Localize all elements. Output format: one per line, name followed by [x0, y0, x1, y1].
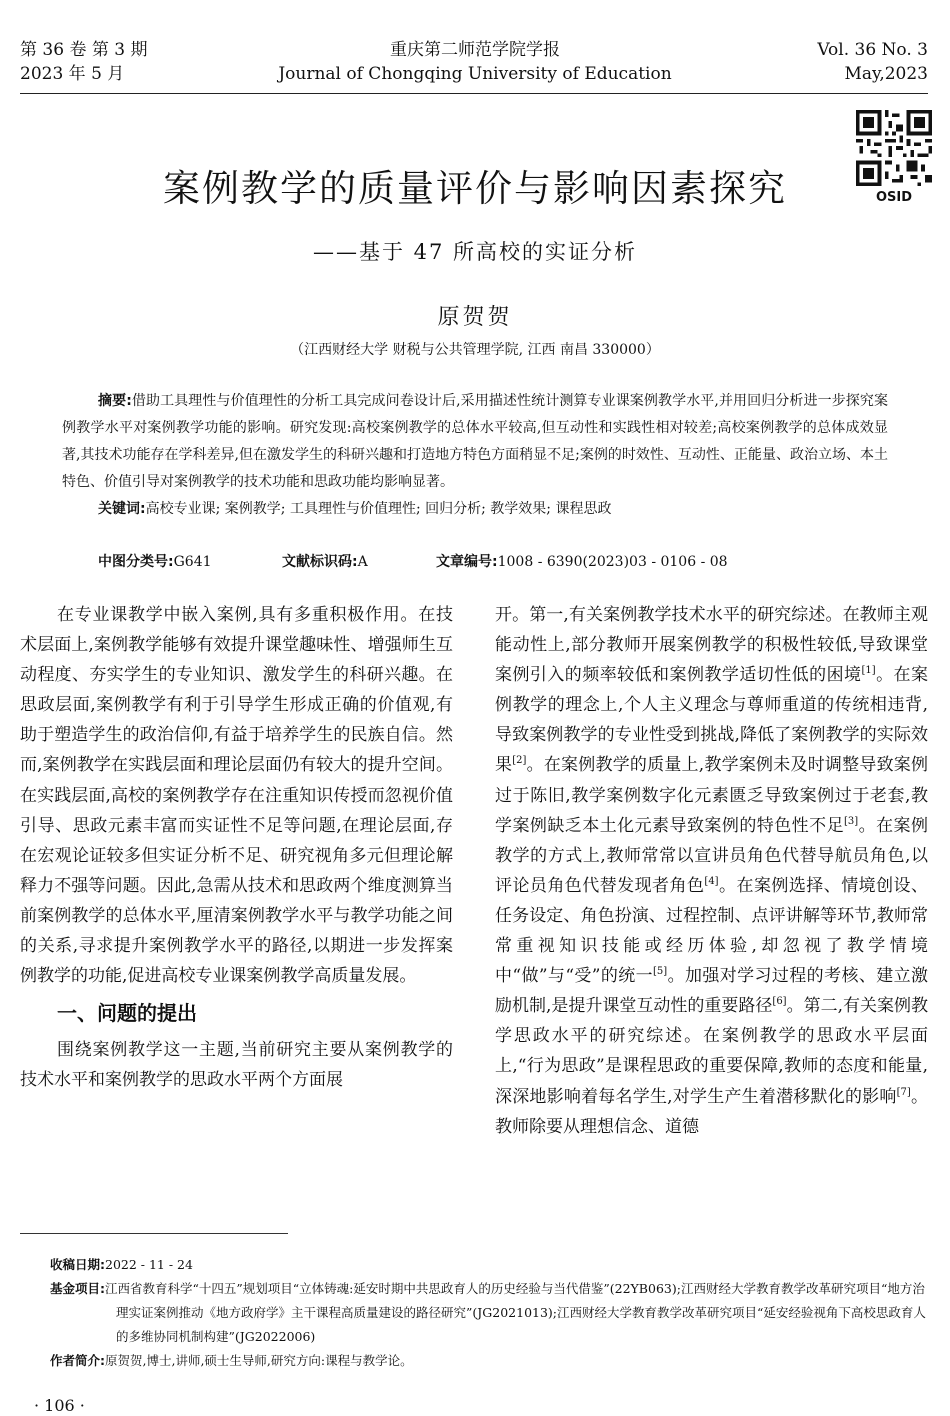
volume-issue-en: Vol. 36 No. 3	[817, 40, 928, 60]
journal-name-cn: 重庆第二师范学院学报	[390, 40, 560, 60]
keywords-paragraph	[62, 496, 888, 523]
document-code: 文献标识码:A	[282, 554, 368, 570]
keywords-label: 关键词:	[98, 501, 146, 517]
citation-ref[interactable]: [5]	[653, 966, 668, 978]
abstract-text: 借助工具理性与价值理性的分析工具完成问卷设计后,采用描述性统计测算专业课案例教学水平,并用回归分析进一步探究案例教学水平对案例教学功能的影响。研究发现:高校案例教学的总体水平较高,但互动性和实践性相对较差;高校案例教学的总体成效显著,其技术功能存在学科差异,但在激发学生的科研兴趣和打造地方特色方面稍显不足;案例的时效性、互动性、正能量、政治立场、本土特色、价值引导对案例教学的技术功能和思政功能均影响显著。	[62, 393, 888, 490]
issue-date-cn: 2023 年 5 月	[20, 64, 125, 84]
abstract-label: 摘要:	[98, 393, 132, 409]
abstract-block	[62, 388, 888, 523]
section-heading: 一、问题的提出	[57, 1001, 197, 1026]
article-title: 案例教学的质量评价与影响因素探究	[163, 167, 787, 210]
citation-ref[interactable]: [1]	[861, 665, 876, 677]
author-name: 原贺贺	[437, 305, 513, 330]
author-affiliation: （江西财经大学 财税与公共管理学院, 江西 南昌 330000）	[290, 342, 660, 358]
classification-line	[98, 549, 728, 575]
footnote-rule	[20, 1233, 288, 1234]
citation-ref[interactable]: [4]	[704, 875, 719, 887]
volume-issue: 第 36 卷 第 3 期	[20, 40, 148, 60]
footnotes	[50, 1253, 930, 1373]
section1-paragraph: 围绕案例教学这一主题,当前研究主要从案例教学的技术水平和案例教学的思政水平两个方面展	[20, 1040, 453, 1091]
citation-ref[interactable]: [2]	[512, 755, 527, 767]
citation-ref[interactable]: [7]	[896, 1086, 911, 1098]
intro-paragraph: 在专业课教学中嵌入案例,具有多重积极作用。在技术层面上,案例教学能够有效提升课堂趣味性、增强师生互动程度、夯实学生的专业知识、激发学生的科研兴趣。在思政层面,案例教学有利于引导学生形成正确的价值观,有助于塑造学生的政治信仰,有益于培养学生的民族自信。然而,案例教学在实践层面和理论层面仍有较大的提升空间。在实践层面,高校的案例教学存在注重知识传授而忽视价值引导、思政元素丰富而实证性不足等问题,在理论层面,存在宏观论证较多但实证分析不足、研究视角多元但理论解释力不强等问题。因此,急需从技术和思政两个维度测算当前案例教学的总体水平,厘清案例教学水平与教学功能之间的关系,寻求提升案例教学水平的路径,以期进一步发挥案例教学的功能,促进高校专业课案例教学高质量发展。	[20, 605, 453, 987]
literature-review-paragraph: 开。第一,有关案例教学技术水平的研究综述。在教师主观能动性上,部分教师开展案例教学的积极性较低,导致课堂案例引入的频率较低和案例教学适切性低的困境[1]。在案例教学的理念上,个人主义理念与尊师重道的传统相违背,导致案例教学的专业性受到挑战,降低了案例教学的实际效果[2]。在案例教学的质量上,教学案例未及时调整导致案例过于陈旧,教学案例数字化元素匮乏导致案例过于老套,教学案例缺乏本土化元素导致案例的特色性不足[3]。在案例教学的方式上,教师常常以宣讲员角色代替导航员角色,以评论员角色代替发现者角色[4]。在案例选择、情境创设、任务设定、角色扮演、过程控制、点评讲解等环节,教师常常重视知识技能或经历体验,却忽视了教学情境中“做”与“受”的统一[5]。加强对学习过程的考核、建立激励机制,是提升课堂互动性的重要路径[6]。第二,有关案例教学思政水平的研究综述。在案例教学的思政水平层面上,“行为思政”是课程思政的重要保障,教师的态度和能量,深深地影响着每名学生,对学生产生着潜移默化的影响[7]。教师除要从理想信念、道德	[495, 605, 929, 1137]
article-number: 文章编号:1008 - 6390(2023)03 - 0106 - 08	[436, 554, 728, 570]
header-rule	[20, 93, 928, 94]
clc-code: 中图分类号:G641	[98, 554, 212, 570]
abstract-paragraph	[62, 388, 888, 496]
journal-name-en: Journal of Chongqing University of Education	[278, 64, 672, 84]
citation-ref[interactable]: [3]	[844, 815, 859, 827]
journal-issue-info-en	[817, 38, 928, 86]
journal-name	[0, 38, 950, 86]
keywords-text: 高校专业课; 案例教学; 工具理性与价值理性; 回归分析; 教学效果; 课程思政	[145, 501, 612, 517]
fund-info: 基金项目:江西省教育科学“十四五”规划项目“立体铸魂:延安时期中共思政育人的历史经验与当代借鉴”(22YB063);江西财经大学教育教学改革研究项目“地方治理实证案例推动《地方政府学》主干课程高质量建设的路径研究”(JG2021013);江西财经大学教育教学改革研究项目“延安经验视角下高校思政育人的多维协同机制构建”(JG2022006)	[50, 1281, 926, 1344]
page-number: · 106 ·	[34, 1396, 85, 1415]
article-subtitle: ——基于 47 所高校的实证分析	[312, 240, 638, 264]
received-date: 收稿日期:2022 - 11 - 24	[50, 1257, 193, 1272]
qr-label: OSID	[875, 190, 913, 205]
issue-date-en: May,2023	[844, 64, 928, 84]
citation-ref[interactable]: [6]	[772, 996, 787, 1008]
body-column-left	[20, 600, 453, 1095]
body-column-right	[495, 600, 928, 1142]
author-bio: 作者简介:原贺贺,博士,讲师,硕士生导师,研究方向:课程与教学论。	[50, 1353, 413, 1368]
